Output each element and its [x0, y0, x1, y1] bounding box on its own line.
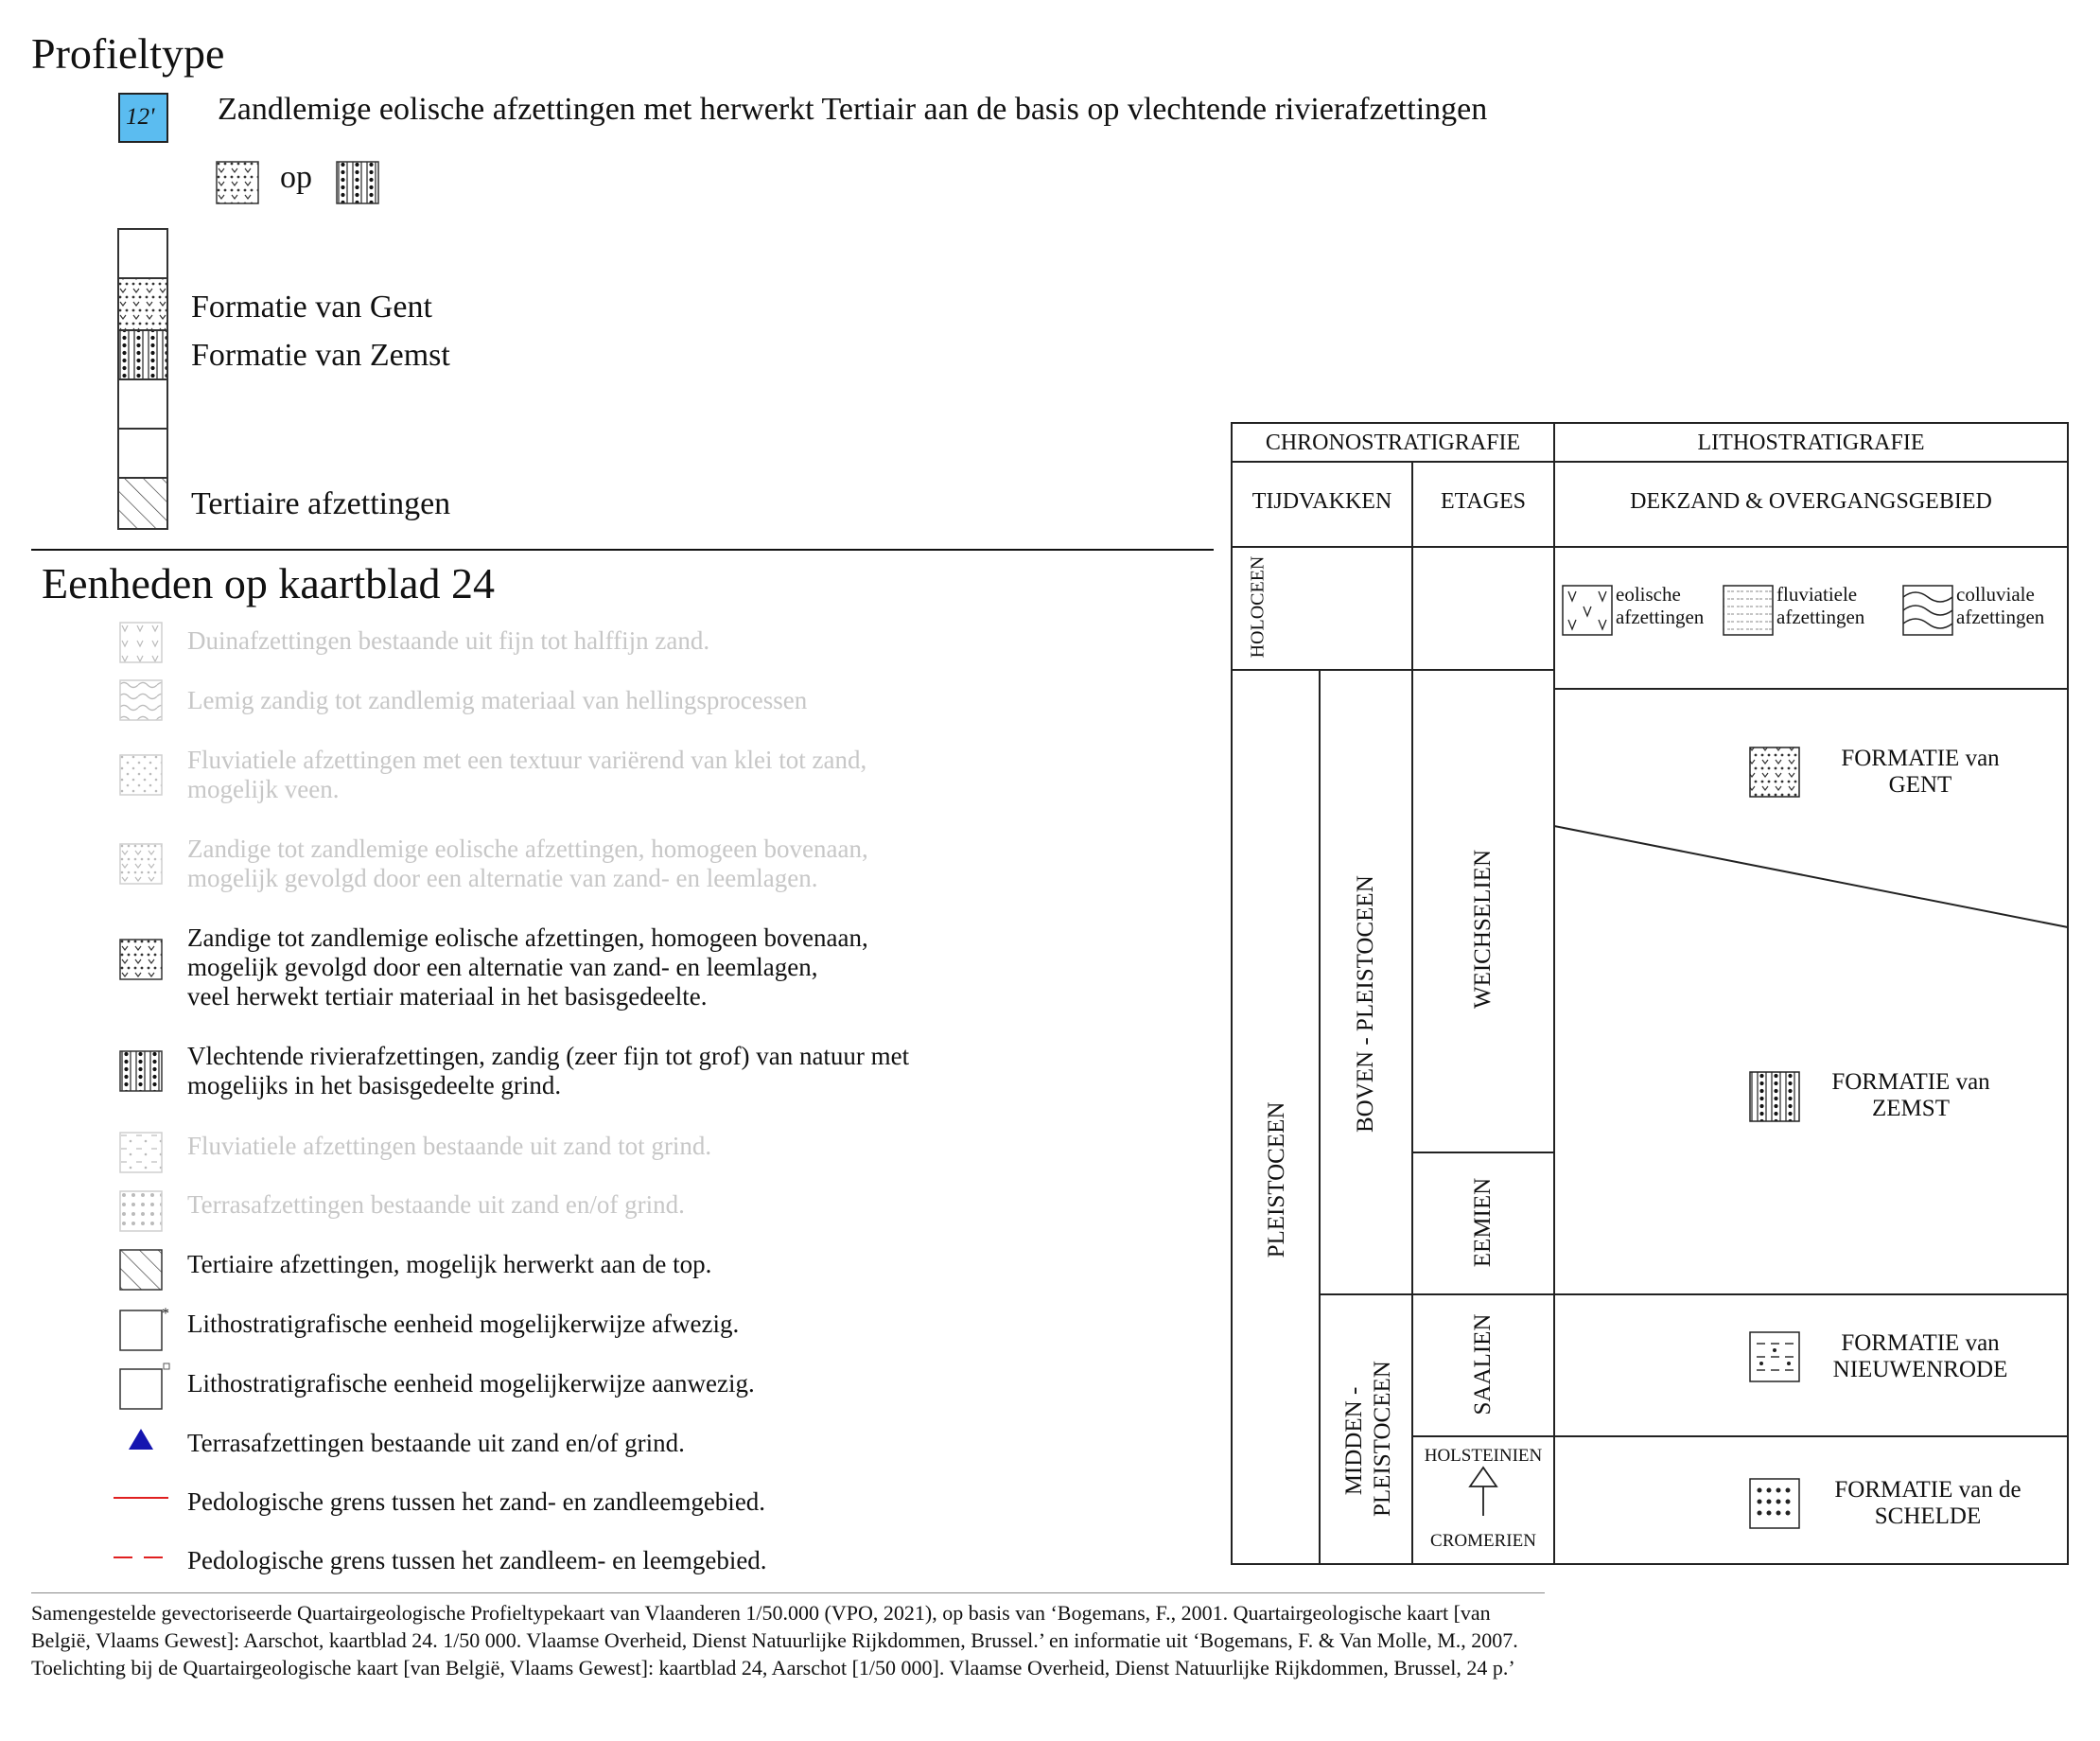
header-etages: ETAGES	[1440, 489, 1527, 514]
symbol-eolisch-homogeen	[119, 843, 165, 887]
symbol-red-dashed-line	[114, 1555, 170, 1560]
symbol-aanwezig	[119, 1363, 174, 1410]
unit-text-4: Zandige tot zandlemige eolische afzettingen, homogeen bovenaan, mogelijk gevolgd door een alternatie van zand- en leemlagen, veel herwekt tertiair materiaal in het basisgedeelte.	[187, 923, 868, 1011]
label-midden-pleistoceen	[1340, 1361, 1397, 1517]
sequence-symbol-top	[216, 161, 259, 204]
label-weichselien: WEICHSELIEN	[1470, 849, 1496, 1010]
formation-schelde	[1814, 1477, 2041, 1530]
label-midden-line2: PLEISTOCEEN	[1370, 1361, 1395, 1517]
holocene-eolisch-1: eolische	[1616, 583, 1681, 606]
symbol-eolisch-herwerkt	[119, 939, 165, 982]
holocene-eolisch-2: afzettingen	[1616, 606, 1705, 628]
unit-text-10: Lithostratigrafische eenheid mogelijkerwijze aanwezig.	[187, 1369, 755, 1398]
unit-text-6: Fluviatiele afzettingen bestaande uit zand tot grind.	[187, 1132, 712, 1160]
unit-text-13: Pedologische grens tussen het zandleem- en leemgebied.	[187, 1546, 767, 1574]
unit-text-3: Zandige tot zandlemige eolische afzettingen, homogeen bovenaan, mogelijk gevolgd door een alternatie van zand- en leemlagen.	[187, 835, 868, 892]
label-pleistoceen: PLEISTOCEEN	[1264, 1101, 1289, 1258]
formation-schelde-1: FORMATIE van de	[1834, 1477, 2021, 1503]
holocene-colluviaal-1: colluviale	[1956, 583, 2035, 606]
unit-text-12: Pedologische grens tussen het zand- en zandleemgebied.	[187, 1487, 766, 1516]
formation-nieuwenrode-2: NIEUWENRODE	[1832, 1357, 2008, 1382]
symbol-blue-triangle	[127, 1427, 155, 1451]
label-eemien: EEMIEN	[1470, 1177, 1496, 1268]
profieltype-description: Zandlemige eolische afzettingen met herwerkt Tertiair aan de basis op vlechtende rivierafzettingen	[218, 92, 1488, 127]
formation-schelde-2: SCHELDE	[1874, 1504, 1982, 1529]
holocene-colluviaal	[1956, 583, 2044, 628]
unit-text-8: Tertiaire afzettingen, mogelijk herwerkt aan de top.	[187, 1250, 712, 1278]
holocene-colluviaal-2: afzettingen	[1956, 606, 2045, 628]
column-label-zemst: Formatie van Zemst	[191, 338, 450, 373]
symbol-tertiair	[119, 1249, 165, 1293]
formation-gent	[1816, 746, 2024, 799]
unit-text-2: Fluviatiele afzettingen met een textuur variërend van klei tot zand, mogelijk veen.	[187, 746, 867, 803]
label-holsteinien: HOLSTEINIEN	[1424, 1446, 1543, 1466]
reference-divider	[31, 1592, 1545, 1593]
formation-nieuwenrode-1: FORMATIE van	[1841, 1330, 2000, 1356]
symbol-duinafzettingen	[119, 622, 165, 665]
profieltype-heading: Profieltype	[31, 29, 225, 78]
unit-text-1: Lemig zandig tot zandlemig materiaal van hellingsprocessen	[187, 686, 808, 714]
formation-gent-1: FORMATIE van	[1841, 746, 2000, 771]
formation-gent-2: GENT	[1888, 772, 1952, 798]
column-label-gent: Formatie van Gent	[191, 290, 432, 325]
reference-text: Samengestelde gevectoriseerde Quartairgeologische Profieltypekaart van Vlaanderen 1/50.000 (VPO, 2021), op basis van ‘Bogemans, F., 2001. Quartairgeologische kaart [van België, Vlaams Gewest]: Aarschot, kaartblad 24. 1/50 000. Vlaamse Overheid, Dienst Natuurlijke Rijkdommen, Brussel.’ en informatie uit ‘Bogemans, F. & Van Molle, M., 2007. Toelichting bij de Quartairgeologische kaart [van België, Vlaams Gewest]: kaartblad 24, Aarschot [1/50 000]. Vlaamse Overheid, Dienst Natuurlijke Rijkdommen, Brussel, 24 p.’	[31, 1601, 1518, 1679]
holocene-eolisch	[1616, 583, 1704, 628]
header-chrono: CHRONOSTRATIGRAFIE	[1265, 431, 1521, 455]
unit-text-11: Terrasafzettingen bestaande uit zand en/of grind.	[187, 1429, 685, 1457]
sequence-word: op	[280, 160, 312, 195]
label-boven-pleistoceen: BOVEN - PLEISTOCEEN	[1353, 875, 1378, 1133]
unit-text-9: Lithostratigrafische eenheid mogelijkerwijze afwezig.	[187, 1310, 740, 1338]
symbol-vlechtende	[119, 1050, 165, 1094]
profieltype-code-badge	[118, 93, 168, 143]
header-litho: LITHOSTRATIGRAFIE	[1697, 431, 1925, 455]
symbol-terras-grind	[119, 1190, 165, 1234]
label-midden-line1: MIDDEN -	[1341, 1386, 1367, 1496]
unit-text-0: Duinafzettingen bestaande uit fijn tot halffijn zand.	[187, 626, 710, 655]
section-divider	[31, 549, 1214, 551]
holocene-fluviatiel-2: afzettingen	[1776, 606, 1865, 628]
holocene-fluviatiel	[1776, 583, 1864, 628]
profieltype-code: 12'	[126, 104, 155, 130]
profile-column	[117, 228, 170, 531]
unit-text-5: Vlechtende rivierafzettingen, zandig (zeer fijn tot grof) van natuur met mogelijks in het basisgedeelte grind.	[187, 1042, 910, 1099]
symbol-red-line	[114, 1495, 170, 1501]
unit-text-7: Terrasafzettingen bestaande uit zand en/of grind.	[187, 1190, 685, 1219]
formation-zemst-2: ZEMST	[1872, 1096, 1950, 1121]
header-tijdvakken: TIJDVAKKEN	[1251, 489, 1392, 514]
label-saalien: SAALIEN	[1470, 1313, 1496, 1416]
formation-zemst	[1807, 1069, 2015, 1122]
symbol-hellingsprocessen	[119, 679, 165, 723]
formation-zemst-1: FORMATIE van	[1831, 1069, 1990, 1095]
column-label-tertiair: Tertiaire afzettingen	[191, 486, 451, 521]
eenheden-heading: Eenheden op kaartblad 24	[42, 559, 495, 607]
holocene-fluviatiel-1: fluviatiele	[1776, 583, 1858, 606]
symbol-fluviatiele-klei	[119, 754, 165, 798]
header-region: DEKZAND & OVERGANGSGEBIED	[1630, 489, 1992, 514]
sequence-symbol-bottom	[336, 161, 379, 204]
svg-text:*: *	[162, 1306, 169, 1322]
label-cromerien: CROMERIEN	[1430, 1531, 1536, 1551]
symbol-fluviatiele-grind	[119, 1132, 165, 1175]
formation-nieuwenrode	[1807, 1330, 2034, 1383]
symbol-afwezig	[119, 1304, 174, 1351]
label-holoceen: HOLOCEEN	[1247, 555, 1269, 659]
